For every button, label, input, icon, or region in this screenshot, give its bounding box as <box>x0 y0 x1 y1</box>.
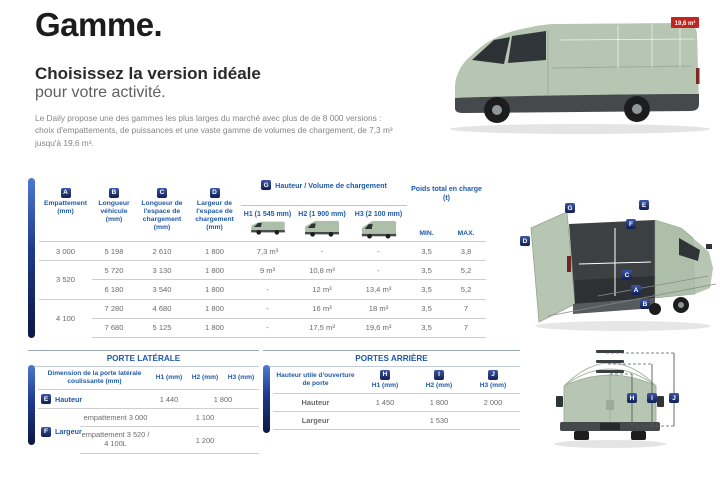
col-label: Longueur de l'espace de chargement (mm) <box>141 200 183 232</box>
letter-badge-h: H <box>627 393 637 403</box>
rear-doors-table-title: PORTES ARRIÈRE <box>263 350 520 367</box>
side-door-table-block <box>28 350 259 454</box>
letter-badge-f: F <box>41 427 51 437</box>
side-door-table-title: PORTE LATÉRALE <box>28 350 259 367</box>
table-row <box>38 390 259 409</box>
letter-badge-h: H <box>380 370 390 380</box>
col-header-h2 <box>294 206 350 242</box>
col-label: Empattement (mm) <box>43 200 88 216</box>
table-row <box>39 261 486 280</box>
group-label: Hauteur / Volume de chargement <box>275 180 387 190</box>
letter-badge-j: J <box>669 393 679 403</box>
col-label: Largeur de l'espace de chargement (mm) <box>195 200 234 232</box>
cell-empattement: 3 000 <box>39 242 92 261</box>
cell-h3: 13,4 m³ <box>350 280 407 299</box>
group-header-hauteur-volume <box>241 178 407 206</box>
letter-badge-e: E <box>41 394 51 404</box>
cell-min: 3,5 <box>407 242 446 261</box>
letter-badge-c: C <box>622 270 632 280</box>
wheelbase-variant-label: empattement 3 000 <box>80 409 151 427</box>
cell-h1: 1 450 <box>358 393 412 411</box>
letter-badge-i: I <box>647 393 657 403</box>
van-rear-open-illustration <box>503 176 717 340</box>
side-door-h2-header: H2 (mm) <box>191 374 219 382</box>
cell-h3: 2 000 <box>466 393 520 411</box>
row-label: Hauteur <box>55 394 83 404</box>
dimensions-table <box>39 178 486 338</box>
col-header-empattement <box>39 178 92 242</box>
letter-badge-i: I <box>434 370 444 380</box>
cell-longueur-chargement: 4 680 <box>136 299 188 318</box>
letter-badge-g: G <box>565 203 575 213</box>
cell-empattement: 4 100 <box>39 299 92 337</box>
van-h3-icon <box>361 220 397 239</box>
cell-max: 3,8 <box>446 242 486 261</box>
letter-badge-a: A <box>631 285 641 295</box>
cell-h1: 1 440 <box>151 390 187 409</box>
cell-longueur-chargement: 2 610 <box>136 242 188 261</box>
cell-h2: 10,8 m³ <box>294 261 350 280</box>
intro-paragraph: Le Daily propose une des gammes les plus larges du marché avec plus de de 8 000 versions : choix d'empattements, de puissances et une vaste gamme de volumes de chargement, de 7,3 m³ jusqu'à 19,6 m³. <box>35 113 393 148</box>
van-side-illustration <box>440 10 718 138</box>
van-h1-icon <box>250 220 286 235</box>
rear-doors-table-block <box>263 350 520 430</box>
rear-doors-header-label: Hauteur utile d'ouverture de porte <box>276 371 355 387</box>
cell-longueur-chargement: 5 125 <box>136 318 188 337</box>
cell-h2: - <box>294 242 350 261</box>
table-accent-bar <box>28 365 35 445</box>
col-label: H1 (mm) <box>371 382 399 389</box>
rear-doors-h2-header <box>412 367 466 393</box>
cell-h2: 12 m³ <box>294 280 350 299</box>
cell-h3 <box>466 411 520 429</box>
table-row <box>38 409 259 427</box>
side-door-h3-header: H3 (mm) <box>227 374 255 382</box>
wheelbase-variant-label: empattement 3 520 / 4 100L <box>80 427 151 454</box>
min-column-header: MIN. <box>419 230 434 237</box>
cell-largeur-chargement: 1 800 <box>188 280 241 299</box>
cell-h3: - <box>350 242 407 261</box>
section-subheading: pour votre activité. <box>35 84 166 101</box>
letter-badge-f: F <box>626 219 636 229</box>
table-row <box>39 299 486 318</box>
col-header-h1 <box>241 206 294 242</box>
col-header-longueur-chargement <box>136 178 188 242</box>
h3-label: H3 (2 100 mm) <box>354 211 403 218</box>
table-row <box>39 280 486 299</box>
col-label: H2 (mm) <box>425 382 453 389</box>
cell-largeur-chargement: 1 800 <box>188 318 241 337</box>
cell-h3: 19,6 m³ <box>350 318 407 337</box>
volume-badge: 19,6 m³ <box>674 21 696 27</box>
cell-longueur-chargement: 3 130 <box>136 261 188 280</box>
letter-badge-c: C <box>157 188 167 198</box>
row-label: Largeur <box>55 427 82 437</box>
cell-h3: - <box>350 261 407 280</box>
page-title: Gamme. <box>35 6 163 43</box>
cell-min: 3,5 <box>407 261 446 280</box>
letter-badge-d: D <box>210 188 220 198</box>
col-label: Longueur véhicule (mm) <box>98 200 130 224</box>
cell-h1: - <box>241 318 294 337</box>
table-row <box>273 393 520 411</box>
cell-min: 3,5 <box>407 299 446 318</box>
cell-h1: 9 m³ <box>241 261 294 280</box>
col-header-poids <box>407 178 486 206</box>
side-door-largeur-label <box>38 409 80 454</box>
h1-label: H1 (1 545 mm) <box>243 211 292 218</box>
cell-h3: 18 m³ <box>350 299 407 318</box>
cell-h2: 17,5 m³ <box>294 318 350 337</box>
cell-value: 1 100 <box>151 409 259 427</box>
row-label-hauteur: Hauteur <box>273 393 358 411</box>
dimensions-table-block <box>28 178 486 338</box>
van-rear-open-svg <box>503 176 717 340</box>
rear-doors-h1-header <box>358 367 412 393</box>
cell-h2: 1 800 <box>412 393 466 411</box>
cell-max: 5,2 <box>446 280 486 299</box>
cell-largeur-chargement: 1 800 <box>188 261 241 280</box>
letter-badge-b: B <box>109 188 119 198</box>
cell-longueur-vehicule: 6 180 <box>92 280 136 299</box>
cell-max: 5,2 <box>446 261 486 280</box>
cell-value: 1 200 <box>151 427 259 454</box>
col-header-longueur-vehicule <box>92 178 136 242</box>
side-door-h1-header: H1 (mm) <box>155 374 183 382</box>
table-accent-bar <box>28 178 35 338</box>
table-row <box>273 411 520 429</box>
rear-doors-table <box>273 367 520 430</box>
table-row <box>39 242 486 261</box>
van-h2-icon <box>304 220 340 237</box>
letter-badge-a: A <box>61 188 71 198</box>
letter-badge-b: B <box>640 299 650 309</box>
h2-label: H2 (1 900 mm) <box>298 211 346 218</box>
cell-h1: 7,3 m³ <box>241 242 294 261</box>
letter-badge-g: G <box>261 180 271 190</box>
cell-largeur-chargement: 1 800 <box>188 242 241 261</box>
cell-max: 7 <box>446 318 486 337</box>
cell-longueur-vehicule: 7 280 <box>92 299 136 318</box>
table-accent-bar <box>263 365 270 433</box>
max-column-header: MAX. <box>457 230 475 237</box>
cell-max: 7 <box>446 299 486 318</box>
side-door-header-label: Dimension de la porte latérale coulissante (mm) <box>47 370 142 386</box>
letter-badge-j: J <box>488 370 498 380</box>
van-rear-heights-illustration <box>540 338 710 480</box>
row-label-largeur: Largeur <box>273 411 358 429</box>
van-side-svg <box>440 10 718 138</box>
cell-longueur-chargement: 3 540 <box>136 280 188 299</box>
col-header-h3 <box>350 206 407 242</box>
letter-badge-d: D <box>520 236 530 246</box>
section-heading: Choisissez la version idéale <box>35 64 261 83</box>
cell-h1 <box>358 411 412 429</box>
cell-h2-h3: 1 800 <box>187 390 259 409</box>
table-row <box>39 318 486 337</box>
col-label: H3 (mm) <box>479 382 507 389</box>
cell-h1: - <box>241 299 294 318</box>
van-rear-heights-svg <box>540 338 710 480</box>
col-label: Poids total en charge (t) <box>411 186 482 202</box>
cell-largeur-chargement: 1 800 <box>188 299 241 318</box>
cell-min: 3,5 <box>407 318 446 337</box>
cell-longueur-vehicule: 5 198 <box>92 242 136 261</box>
side-door-hauteur-label <box>38 390 151 409</box>
cell-empattement: 3 520 <box>39 261 92 299</box>
cell-longueur-vehicule: 5 720 <box>92 261 136 280</box>
side-door-table <box>38 367 259 454</box>
cell-h2: 16 m³ <box>294 299 350 318</box>
cell-longueur-vehicule: 7 680 <box>92 318 136 337</box>
cell-h1: - <box>241 280 294 299</box>
rear-doors-h3-header <box>466 367 520 393</box>
letter-badge-e: E <box>639 200 649 210</box>
cell-h2: 1 530 <box>412 411 466 429</box>
cell-min: 3,5 <box>407 280 446 299</box>
col-header-largeur-chargement <box>188 178 241 242</box>
